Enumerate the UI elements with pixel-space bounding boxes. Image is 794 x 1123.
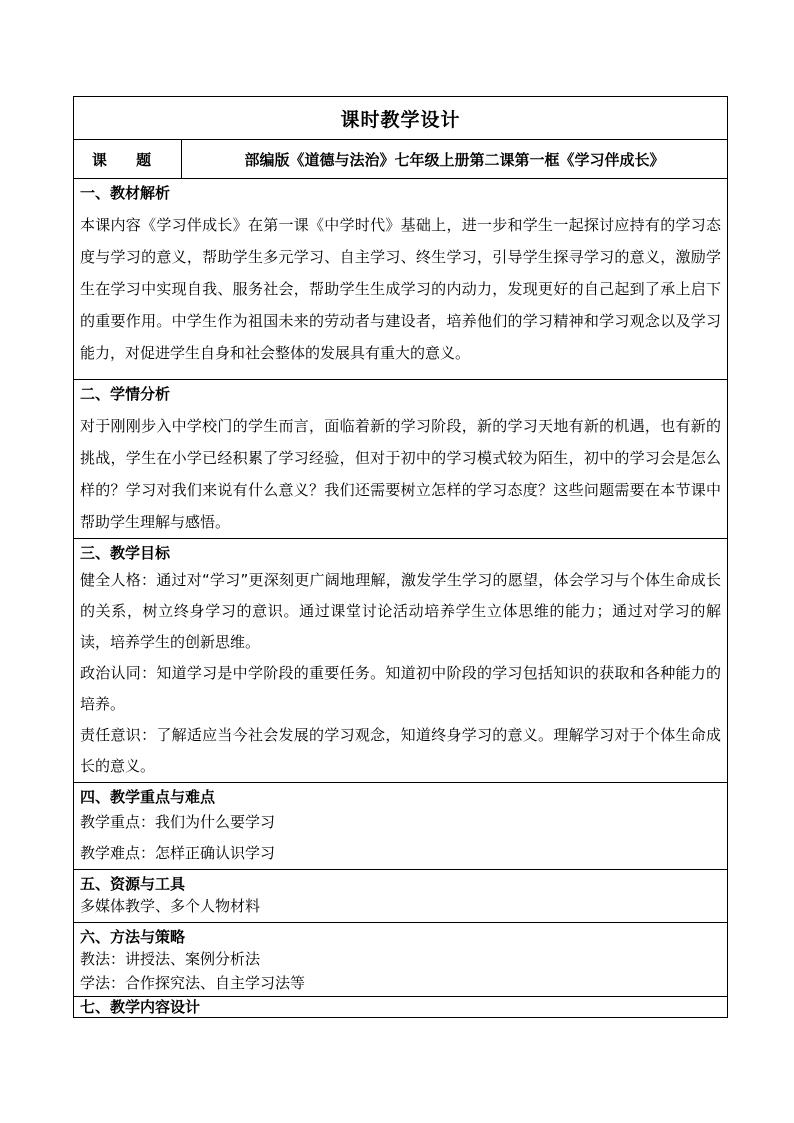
resources-text: 多媒体教学、多个人物材料 <box>80 897 261 915</box>
topic-row <box>74 140 728 179</box>
title-row <box>74 97 728 140</box>
key-point: 教学重点：我们为什么要学习 <box>80 813 276 831</box>
section-heading: 二、学情分析 <box>80 385 171 403</box>
goal-responsibility: 责任意识：了解适应当今社会发展的学习观念，知道终身学习的意义。理解学习对于个体生命成长的意义。 <box>80 726 722 775</box>
topic-label: 课 题 <box>74 140 182 179</box>
lesson-design-table <box>73 96 728 1018</box>
section-methods <box>74 923 728 997</box>
page-title: 课时教学设计 <box>74 97 728 140</box>
teaching-method: 教法：讲授法、案例分析法 <box>80 950 261 968</box>
section-heading: 三、教学目标 <box>80 544 171 562</box>
section-heading: 四、教学重点与难点 <box>80 788 216 806</box>
learning-method: 学法：合作探究法、自主学习法等 <box>80 974 306 992</box>
difficult-point: 教学难点：怎样正确认识学习 <box>80 844 276 862</box>
goal-personality: 健全人格：通过对“学习”更深刻更广阔地理解，激发学生学习的愿望，体会学习与个体生命成长的关系，树立终身学习的意识。通过课堂讨论活动培养学生立体思维的能力；通过对学习的解读，培养学生的创新思维。 <box>80 571 722 651</box>
section-textbook-analysis <box>74 179 728 380</box>
section-text: 对于刚刚步入中学校门的学生而言，面临着新的学习阶段，新的学习天地有新的机遇，也有新的挑战，学生在小学已经积累了学习经验，但对于初中的学习模式较为陌生，初中的学习会是怎么样的？学习对我们来说有什么意义？我们还需要树立怎样的学习态度？这些问题需要在本节课中帮助学生理解与感悟。 <box>80 417 722 531</box>
section-heading: 一、教材解析 <box>80 184 171 202</box>
section-resources <box>74 870 728 923</box>
section-content-design <box>74 997 728 1018</box>
topic-value: 部编版《道德与法治》七年级上册第二课第一框《学习伴成长》 <box>182 140 728 179</box>
section-learner-analysis <box>74 380 728 539</box>
section-heading: 五、资源与工具 <box>80 875 186 893</box>
section-key-points <box>74 783 728 870</box>
section-teaching-goals <box>74 539 728 783</box>
section-heading: 六、方法与策略 <box>80 928 186 946</box>
section-text: 本课内容《学习伴成长》在第一课《中学时代》基础上，进一步和学生一起探讨应持有的学习态度与学习的意义，帮助学生多元学习、自主学习、终生学习，引导学生探寻学习的意义，激励学生在学习中实现自我、服务社会，帮助学生生成学习的内动力，发现更好的自己起到了承上启下的重要作用。中学生作为祖国未来的劳动者与建设者，培养他们的学习精神和学习观念以及学习能力，对促进学生自身和社会整体的发展具有重大的意义。 <box>80 216 722 362</box>
section-heading: 七、教学内容设计 <box>80 998 201 1016</box>
goal-political: 政治认同：知道学习是中学阶段的重要任务。知道初中阶段的学习包括知识的获取和各种能力的培养。 <box>80 664 722 713</box>
